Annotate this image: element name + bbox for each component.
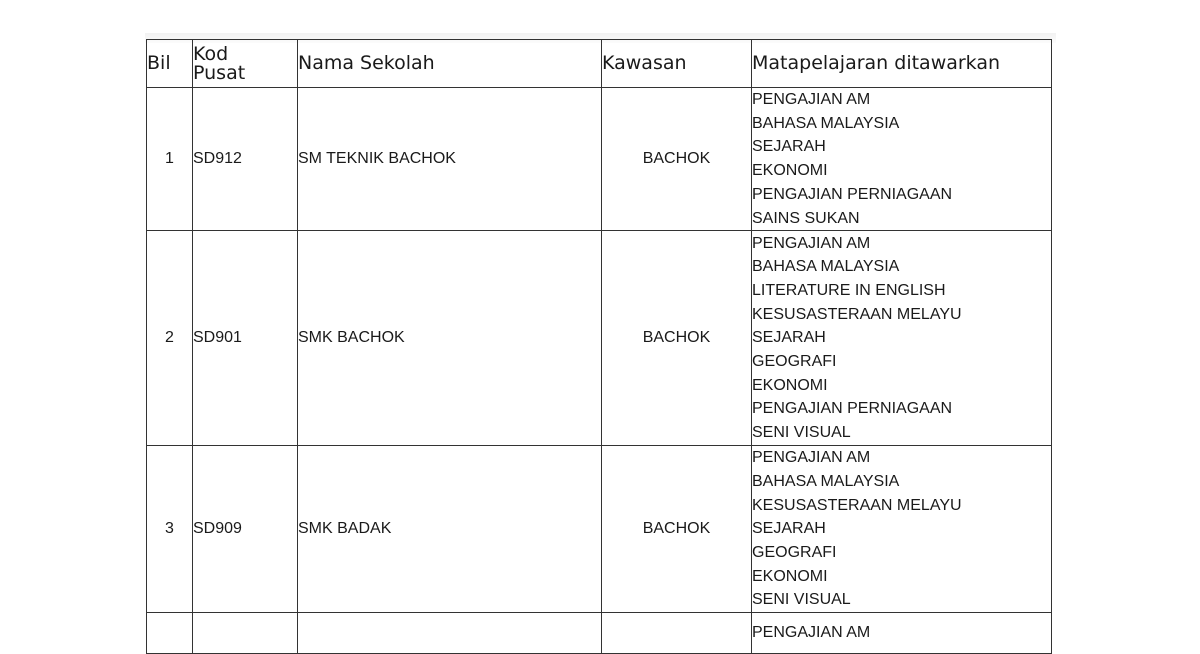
subject-list bbox=[752, 613, 1052, 654]
subject-item: EKONOMI bbox=[752, 567, 828, 585]
subject-item: KESUSASTERAAN MELAYU bbox=[752, 496, 962, 514]
kod-pusat: SD912 bbox=[193, 88, 298, 231]
school-name: SMK BADAK bbox=[298, 446, 602, 613]
table-row bbox=[147, 446, 1052, 613]
subject-list bbox=[752, 446, 1052, 613]
header-kod-pusat bbox=[193, 40, 298, 88]
kawasan: BACHOK bbox=[602, 231, 752, 446]
subject-item: GEOGRAFI bbox=[752, 544, 837, 562]
header-kawasan: Kawasan bbox=[602, 40, 752, 88]
row-number: 1 bbox=[147, 88, 193, 231]
subject-item: GEOGRAFI bbox=[752, 353, 837, 371]
subject-item: EKONOMI bbox=[752, 162, 828, 180]
row-number: 2 bbox=[147, 231, 193, 446]
kawasan: BACHOK bbox=[602, 446, 752, 613]
header-kod-line2: Pusat bbox=[193, 61, 246, 84]
table-row bbox=[147, 88, 1052, 231]
kod-pusat: SD901 bbox=[193, 231, 298, 446]
subject-item: SENI VISUAL bbox=[752, 424, 851, 442]
subject-item: PENGAJIAN AM bbox=[752, 234, 871, 252]
subject-item: SAINS SUKAN bbox=[752, 209, 860, 227]
row-number bbox=[147, 613, 193, 654]
table-row bbox=[147, 613, 1052, 654]
subject-item: SENI VISUAL bbox=[752, 591, 851, 609]
kawasan: BACHOK bbox=[602, 88, 752, 231]
subject-item: PENGAJIAN AM bbox=[752, 449, 871, 467]
header-matapelajaran: Matapelajaran ditawarkan bbox=[752, 40, 1052, 88]
table-row bbox=[147, 231, 1052, 446]
row-number: 3 bbox=[147, 446, 193, 613]
subject-item: KESUSASTERAAN MELAYU bbox=[752, 305, 962, 323]
table-header-row bbox=[147, 40, 1052, 88]
kod-pusat bbox=[193, 613, 298, 654]
header-bil: Bil bbox=[147, 40, 193, 88]
school-name bbox=[298, 613, 602, 654]
subject-item: BAHASA MALAYSIA bbox=[752, 472, 900, 490]
subject-item: SEJARAH bbox=[752, 520, 826, 538]
header-nama-sekolah: Nama Sekolah bbox=[298, 40, 602, 88]
subject-item: PENGAJIAN AM bbox=[752, 624, 871, 642]
subject-item: EKONOMI bbox=[752, 376, 828, 394]
school-name: SMK BACHOK bbox=[298, 231, 602, 446]
subject-item: LITERATURE IN ENGLISH bbox=[752, 281, 946, 299]
subject-item: SEJARAH bbox=[752, 138, 826, 156]
subject-list bbox=[752, 88, 1052, 231]
subject-list bbox=[752, 231, 1052, 446]
school-name: SM TEKNIK BACHOK bbox=[298, 88, 602, 231]
kod-pusat: SD909 bbox=[193, 446, 298, 613]
school-table bbox=[146, 39, 1052, 654]
kawasan bbox=[602, 613, 752, 654]
subject-item: PENGAJIAN AM bbox=[752, 91, 871, 108]
subject-item: PENGAJIAN PERNIAGAAN bbox=[752, 400, 953, 418]
subject-item: SEJARAH bbox=[752, 329, 826, 347]
subject-item: BAHASA MALAYSIA bbox=[752, 114, 900, 132]
subject-item: PENGAJIAN PERNIAGAAN bbox=[752, 185, 953, 203]
header-kod-line1: Kod bbox=[193, 42, 229, 65]
subject-item: BAHASA MALAYSIA bbox=[752, 258, 900, 276]
